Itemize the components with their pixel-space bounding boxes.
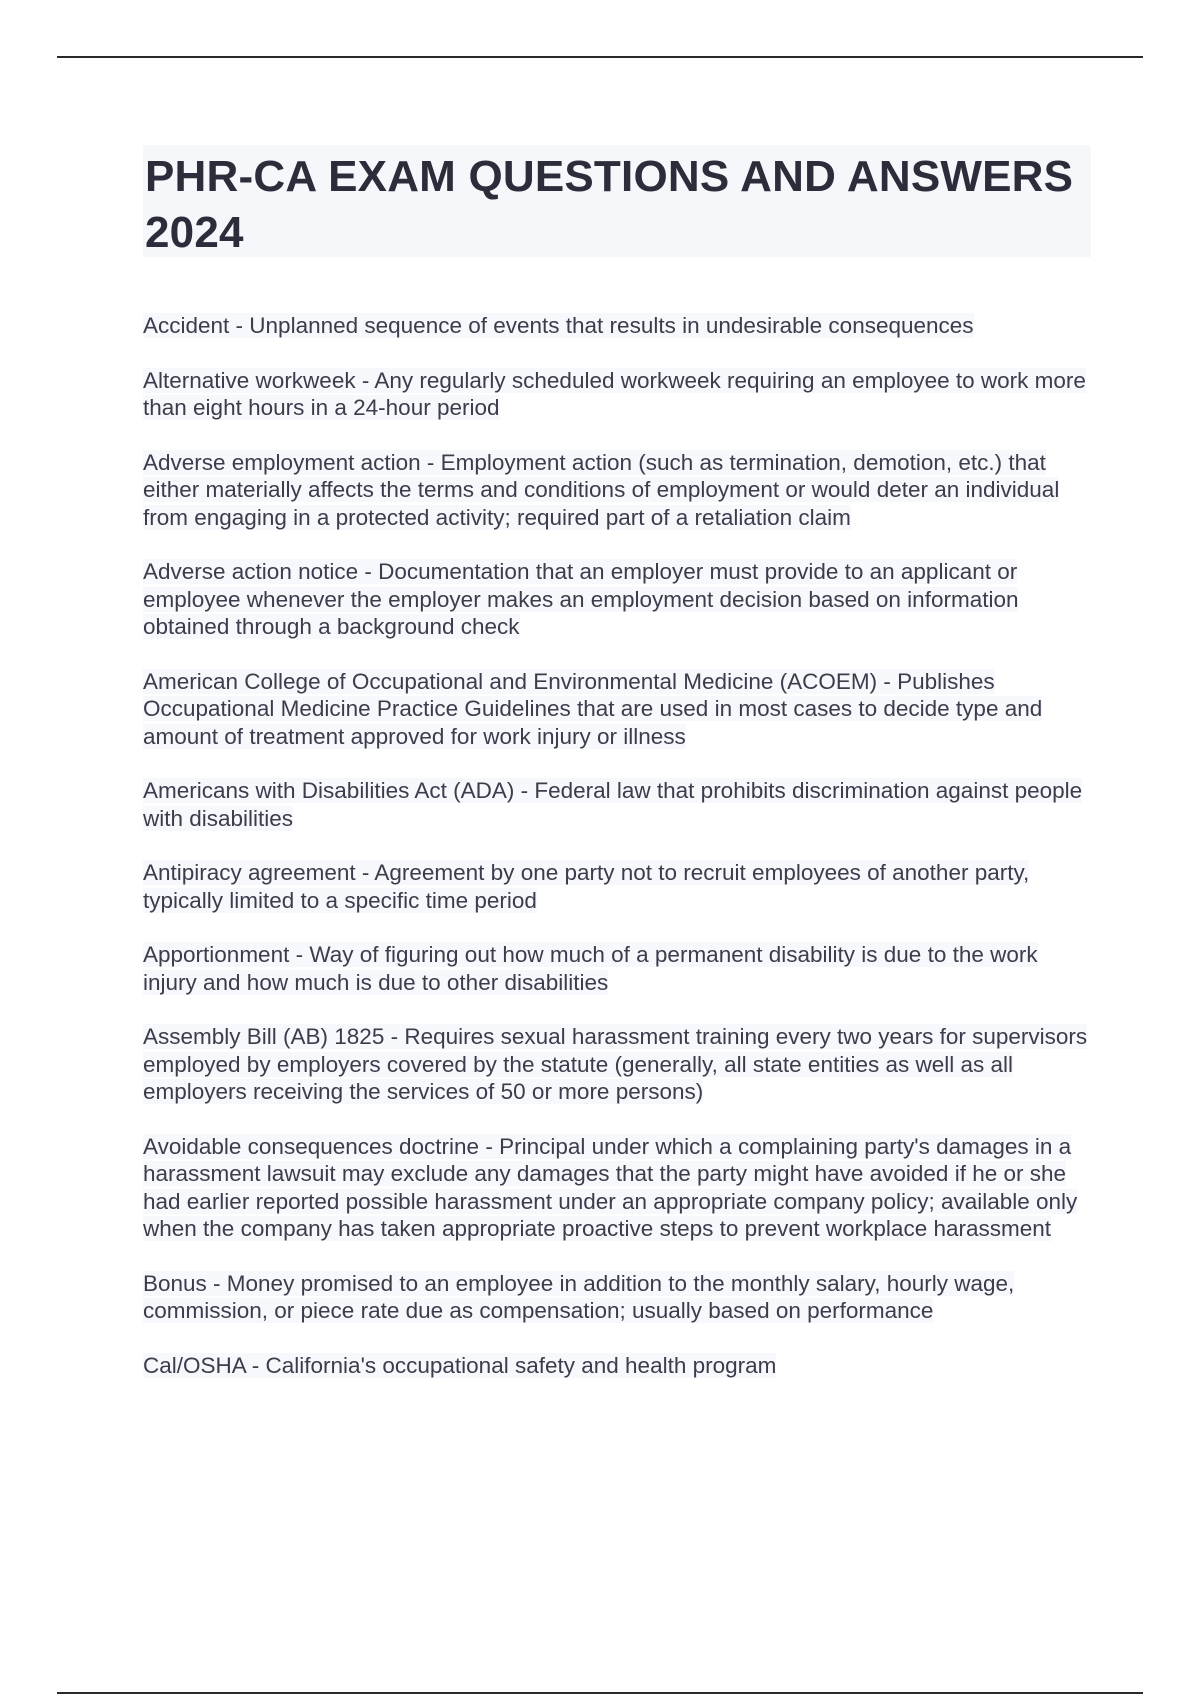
title-block xyxy=(143,145,1091,257)
bottom-rule xyxy=(57,1692,1143,1694)
page-title: PHR-CA EXAM QUESTIONS AND ANSWERS 2024 xyxy=(145,152,1074,257)
glossary-entry: Cal/OSHA - California's occupational safety and health program xyxy=(143,1352,777,1378)
glossary-entry: Adverse action notice - Documentation that an employer must provide to an applicant or employee whenever the employer makes an employment decision based on information obtained through a background check xyxy=(143,559,1019,639)
glossary-entry: Assembly Bill (AB) 1825 - Requires sexual harassment training every two years for supervisors employed by employers covered by the statute (generally, all state entities as well as all employers receiving the services of 50 or more persons) xyxy=(143,1024,1088,1104)
glossary-entry: Accident - Unplanned sequence of events that results in undesirable consequences xyxy=(143,313,974,338)
glossary-entry: Avoidable consequences doctrine - Principal under which a complaining party's damages in a harassment lawsuit may exclude any damages that the party might have avoided if he or she had earlier reported possible harassment under an appropriate company policy; available only when the company has taken appropriate proactive steps to prevent workplace harassment xyxy=(143,1133,1078,1241)
glossary-entry: Adverse employment action - Employment action (such as termination, demotion, etc.) that either materially affects the terms and conditions of employment or would deter an individual from engaging in a protected activity; required part of a retaliation claim xyxy=(143,449,1060,530)
top-rule xyxy=(57,56,1143,58)
glossary-entry: American College of Occupational and Environmental Medicine (ACOEM) - Publishes Occupational Medicine Practice Guidelines that are used in most cases to decide type and amount of treatment approved for work injury or illness xyxy=(143,668,1043,749)
glossary-list xyxy=(143,312,1091,1406)
glossary-entry: Antipiracy agreement - Agreement by one party not to recruit employees of another party, typically limited to a specific time period xyxy=(143,860,1030,913)
glossary-entry: Alternative workweek - Any regularly scheduled workweek requiring an employee to work more than eight hours in a 24-hour period xyxy=(143,367,1086,420)
glossary-entry: Americans with Disabilities Act (ADA) - Federal law that prohibits discrimination against people with disabilities xyxy=(143,778,1083,831)
glossary-entry: Apportionment - Way of figuring out how much of a permanent disability is due to the work injury and how much is due to other disabilities xyxy=(143,942,1038,995)
glossary-entry: Bonus - Money promised to an employee in addition to the monthly salary, hourly wage, commission, or piece rate due as compensation; usually based on performance xyxy=(143,1270,1015,1323)
